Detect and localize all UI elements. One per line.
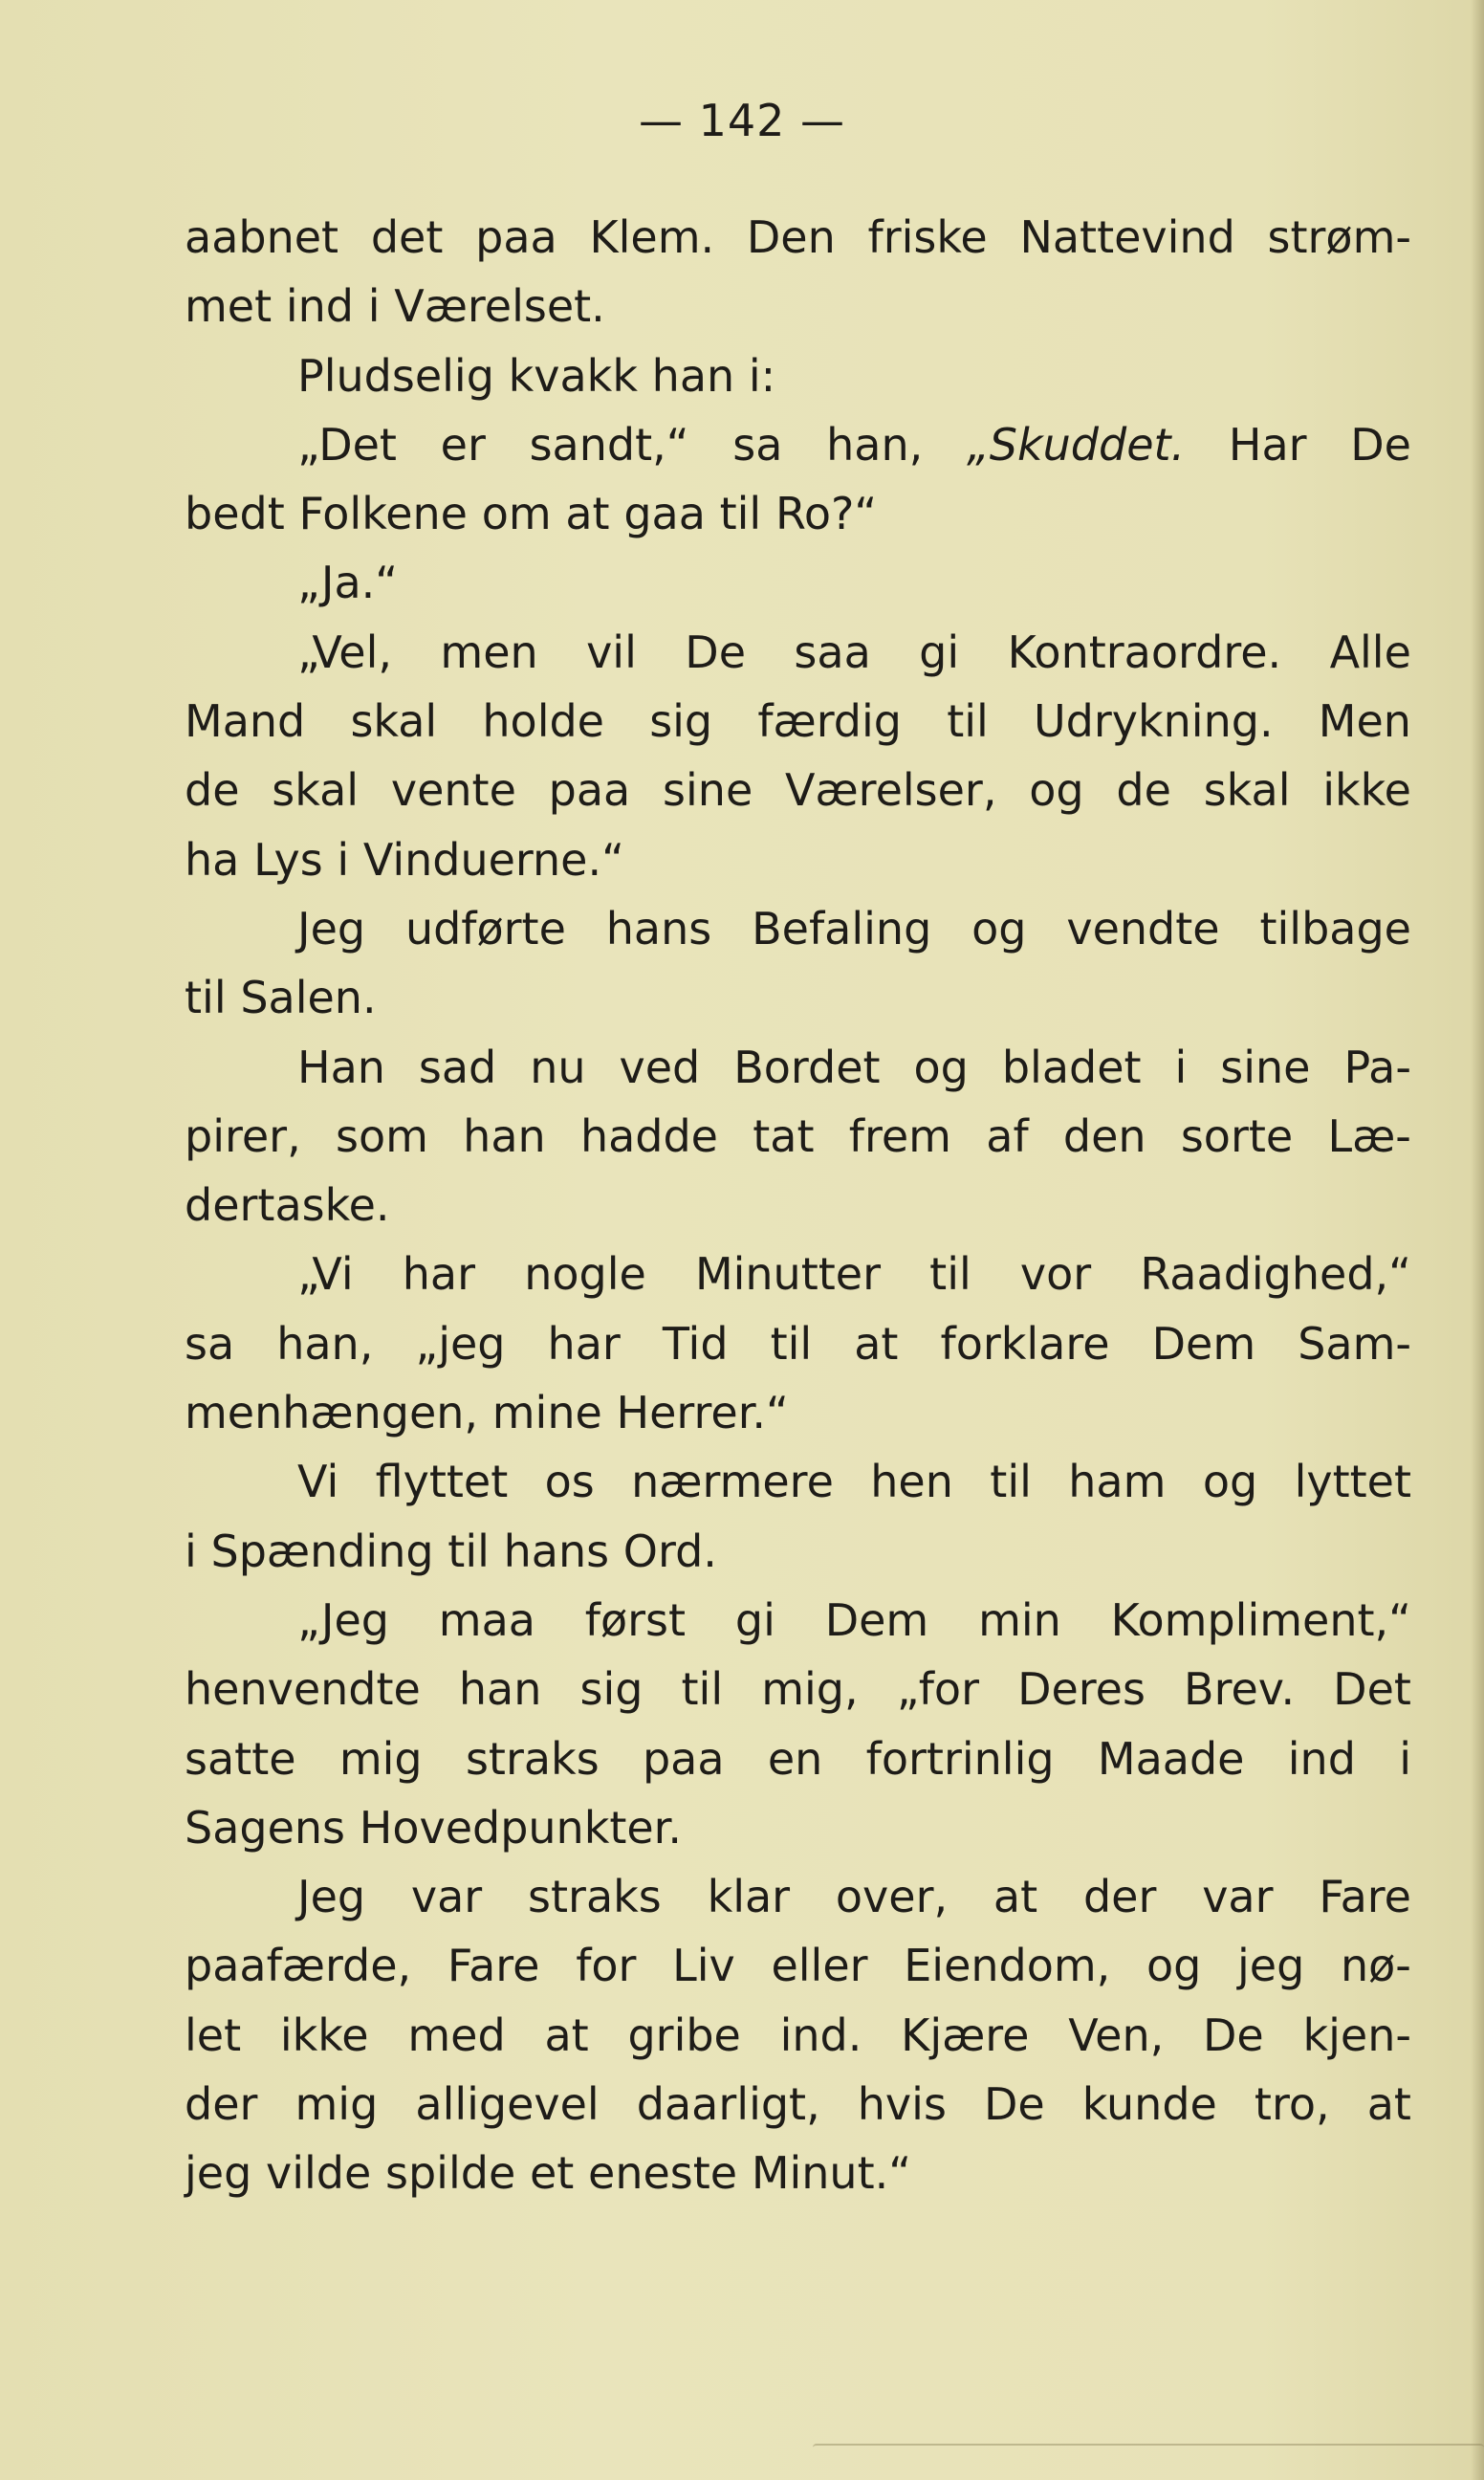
word: Bordet [733, 1041, 881, 1093]
word: sa [732, 418, 783, 471]
word: paa [548, 764, 631, 817]
word: han [651, 349, 735, 402]
word: udførte [404, 902, 566, 955]
word: sine [1220, 1041, 1311, 1093]
word: Jeg [297, 1871, 366, 1923]
word: og [1202, 1456, 1258, 1508]
word: „for [896, 1663, 979, 1716]
word: at [1366, 2078, 1411, 2131]
word: frem [848, 1109, 951, 1162]
word: „Jeg [297, 1593, 389, 1646]
word: straks [465, 1732, 600, 1785]
word: Nattevind [1019, 211, 1235, 263]
word: kvakk [508, 349, 638, 402]
word: Sam- [1298, 1317, 1411, 1370]
word: kunde [1081, 2078, 1217, 2131]
word: satte [185, 1732, 296, 1785]
word: til [770, 1317, 813, 1370]
body-text [185, 203, 1411, 2208]
word: gi [734, 1593, 775, 1646]
word: friske [867, 211, 988, 263]
word: Deres [1017, 1663, 1146, 1716]
word: den [1062, 1109, 1146, 1162]
word: jeg [1237, 1940, 1305, 1992]
word: mig [338, 1732, 423, 1785]
text-line [185, 825, 1411, 894]
word: sad [418, 1041, 497, 1093]
word: Maade [1097, 1732, 1245, 1785]
word: i [1174, 1041, 1188, 1093]
word: Herrer.“ [616, 1387, 789, 1439]
word: Minutter [694, 1248, 881, 1301]
word: fortrinlig [865, 1732, 1055, 1785]
word: Ven, [1068, 2008, 1165, 2061]
word: til [681, 1663, 724, 1716]
word: Den [746, 211, 836, 263]
word: der [1082, 1871, 1157, 1923]
word: sig [579, 1663, 644, 1716]
word: Hovedpunkter. [359, 1801, 682, 1854]
word: ind [1287, 1732, 1356, 1785]
word: en [767, 1732, 823, 1785]
word: vil [586, 625, 637, 678]
word: Tid [662, 1317, 729, 1370]
text-line [185, 1309, 1411, 1378]
word: bedt [185, 488, 285, 540]
word: i [337, 833, 350, 886]
word: i [185, 1525, 197, 1577]
word: Ro?“ [775, 488, 878, 540]
word: og [971, 902, 1027, 955]
word: min [978, 1593, 1061, 1646]
word: paa [642, 1732, 725, 1785]
word: gi [919, 625, 960, 678]
word: Minut.“ [751, 2147, 912, 2200]
text-line [185, 410, 1411, 479]
word: at [854, 1317, 899, 1370]
word: han [458, 1663, 542, 1716]
word: tro, [1254, 2078, 1330, 2131]
text-line [185, 1517, 1411, 1586]
word: hans [605, 902, 712, 955]
word: Ord. [622, 1525, 717, 1577]
word: de [185, 764, 240, 817]
word: „Det [297, 418, 397, 471]
word: strøm- [1267, 211, 1411, 263]
word: Sagens [185, 1801, 346, 1854]
word: mig, [761, 1663, 859, 1716]
text-line [185, 272, 1411, 340]
word: at [565, 488, 610, 540]
text-line [185, 687, 1411, 756]
word: Han [297, 1041, 385, 1093]
word: ikke [279, 2008, 369, 2061]
word: og [1146, 1940, 1202, 1992]
word: Salen. [240, 972, 377, 1024]
word: ind [285, 280, 355, 333]
word: Eiendom, [904, 1940, 1111, 1992]
word: Klem. [589, 211, 715, 263]
word: sa [185, 1317, 235, 1370]
word: vor [1019, 1248, 1092, 1301]
word: var [1202, 1871, 1274, 1923]
word: „Ja.“ [297, 557, 399, 609]
word: han, [276, 1317, 374, 1370]
word: Folkene [298, 488, 468, 540]
word: de [1116, 764, 1171, 817]
word: De [685, 625, 747, 678]
word: Befaling [752, 902, 932, 955]
word: tilbage [1259, 902, 1411, 955]
word: aabnet [185, 211, 339, 263]
word: ikke [1322, 764, 1411, 817]
word: skal [350, 695, 438, 748]
word: i: [748, 349, 776, 402]
word: dertaske. [185, 1179, 390, 1232]
word: Kompliment,“ [1110, 1593, 1411, 1646]
word: Jeg [297, 902, 366, 955]
word: mine [491, 1387, 602, 1439]
text-line [185, 1931, 1411, 2000]
word: ved [619, 1041, 701, 1093]
word: „Skuddet. [966, 418, 1186, 471]
word: ind. [779, 2008, 862, 2061]
word: Men [1318, 695, 1411, 748]
word: vente [390, 764, 516, 817]
word: Spænding [210, 1525, 434, 1577]
word: skal [272, 764, 360, 817]
text-line [185, 1655, 1411, 1723]
word: Brev. [1184, 1663, 1296, 1716]
word: Alle [1329, 625, 1411, 678]
word: Kjære [901, 2008, 1030, 2061]
text-line [185, 2070, 1411, 2139]
word: kjen- [1302, 2008, 1411, 2061]
word: Værelset. [394, 280, 605, 333]
word: om [481, 488, 552, 540]
word: bladet [1001, 1041, 1142, 1093]
text-line [185, 548, 1411, 617]
word: Lys [253, 833, 323, 886]
word: Det [1333, 1663, 1411, 1716]
word: lyttet [1294, 1456, 1411, 1508]
word: nærmere [631, 1456, 834, 1508]
word: hans [503, 1525, 610, 1577]
text-line [185, 479, 1411, 548]
word: klar [707, 1871, 791, 1923]
text-line [185, 1033, 1411, 1102]
text-line [185, 1586, 1411, 1655]
word: først [584, 1593, 687, 1646]
page-number: — 142 — [638, 95, 846, 146]
word: nu [530, 1041, 586, 1093]
word: paa [475, 211, 557, 263]
text-line [185, 618, 1411, 687]
text-line [185, 203, 1411, 272]
word: pirer, [185, 1109, 301, 1162]
word: Dem [1151, 1317, 1256, 1370]
word: saa [794, 625, 871, 678]
word: sine [663, 764, 753, 817]
word: jeg [185, 2147, 252, 2200]
word: flyttet [375, 1456, 509, 1508]
word: Pa- [1343, 1041, 1411, 1093]
word: for [576, 1940, 637, 1992]
word: let [185, 2008, 242, 2061]
word: gaa [623, 488, 706, 540]
word: mig [295, 2078, 379, 2131]
word: og [913, 1041, 969, 1093]
word: Vi [297, 1456, 339, 1508]
text-line [185, 1724, 1411, 1793]
word: „jeg [415, 1317, 506, 1370]
word: og [1029, 764, 1084, 817]
text-line [185, 894, 1411, 963]
word: hen [870, 1456, 953, 1508]
word: Kontraordre. [1007, 625, 1282, 678]
word: men [440, 625, 538, 678]
word: over, [835, 1871, 949, 1923]
word: er [440, 418, 486, 471]
word: har [547, 1317, 621, 1370]
word: Mand [185, 695, 306, 748]
word: der [185, 2078, 258, 2131]
word: Værelser, [785, 764, 997, 817]
word: han, [826, 418, 924, 471]
word: har [402, 1248, 476, 1301]
word: forklare [940, 1317, 1110, 1370]
word: menhængen, [185, 1387, 479, 1439]
word: alligevel [415, 2078, 600, 2131]
word: det [370, 211, 444, 263]
text-line [185, 1793, 1411, 1862]
page-fold-mark [813, 2444, 1484, 2451]
word: maa [438, 1593, 535, 1646]
word: til [447, 1525, 490, 1577]
text-line [185, 1862, 1411, 1931]
text-line [185, 1102, 1411, 1171]
word: straks [528, 1871, 662, 1923]
word: „Vel, [297, 625, 392, 678]
word: til [990, 1456, 1032, 1508]
word: os [544, 1456, 595, 1508]
word: var [410, 1871, 483, 1923]
text-line [185, 1447, 1411, 1516]
word: af [986, 1109, 1029, 1162]
word: spilde [385, 2147, 516, 2200]
word: eller [771, 1940, 868, 1992]
word: De [1350, 418, 1411, 471]
word: han [463, 1109, 546, 1162]
page-edge-shadow [1471, 0, 1484, 2480]
word: De [1203, 2008, 1264, 2061]
word: Raadighed,“ [1140, 1248, 1411, 1301]
word: i [367, 280, 381, 333]
text-line [185, 341, 1411, 410]
word: „Vi [297, 1248, 354, 1301]
word: Fare [447, 1940, 540, 1992]
word: til [185, 972, 227, 1024]
word: nogle [524, 1248, 646, 1301]
word: færdig [757, 695, 902, 748]
word: skal [1203, 764, 1291, 817]
word: et [529, 2147, 575, 2200]
word: daarligt, [636, 2078, 820, 2131]
word: met [185, 280, 273, 333]
word: hadde [579, 1109, 718, 1162]
word: nø- [1340, 1940, 1411, 1992]
word: hvis [857, 2078, 947, 2131]
text-line [185, 2139, 1411, 2207]
text-line [185, 1171, 1411, 1240]
text-line [185, 1378, 1411, 1447]
word: Vinduerne.“ [362, 833, 624, 886]
word: sorte [1180, 1109, 1294, 1162]
word: Læ- [1327, 1109, 1411, 1162]
text-line [185, 1240, 1411, 1308]
word: holde [482, 695, 604, 748]
word: Fare [1319, 1871, 1411, 1923]
word: til [719, 488, 762, 540]
word: til [929, 1248, 971, 1301]
word: Dem [824, 1593, 929, 1646]
word: i [1399, 1732, 1411, 1785]
word: De [983, 2078, 1045, 2131]
text-line [185, 2001, 1411, 2070]
word: Pludselig [297, 349, 494, 402]
text-line [185, 756, 1411, 824]
word: til [947, 695, 989, 748]
word: Har [1228, 418, 1307, 471]
word: sig [649, 695, 713, 748]
word: som [335, 1109, 428, 1162]
word: ha [185, 833, 240, 886]
word: at [993, 1871, 1038, 1923]
word: tat [753, 1109, 815, 1162]
word: ham [1068, 1456, 1167, 1508]
word: Udrykning. [1034, 695, 1274, 748]
word: sandt,“ [529, 418, 689, 471]
word: eneste [588, 2147, 738, 2200]
word: gribe [627, 2008, 741, 2061]
word: vendte [1066, 902, 1220, 955]
text-line [185, 963, 1411, 1032]
word: Liv [672, 1940, 735, 1992]
word: paafærde, [185, 1940, 412, 1992]
word: at [544, 2008, 589, 2061]
word: med [407, 2008, 506, 2061]
word: vilde [266, 2147, 372, 2200]
word: henvendte [185, 1663, 421, 1716]
